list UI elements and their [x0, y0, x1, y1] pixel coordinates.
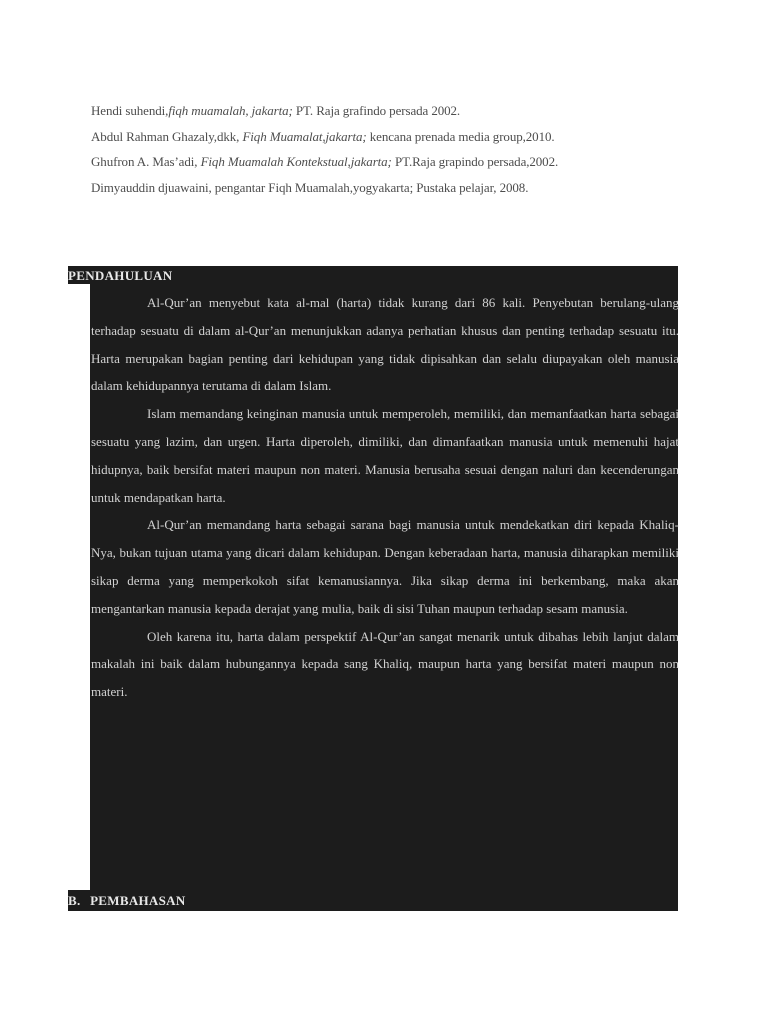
- reference-item: Ghufron A. Mas’adi, Fiqh Muamalah Kontekstual,jakarta; PT.Raja grapindo persada,2002.: [91, 154, 559, 169]
- paragraph: Al-Qur’an menyebut kata al-mal (harta) tidak kurang dari 86 kali. Penyebutan berulang-ulang terhadap sesuatu di dalam al-Qur’an menunjukkan adanya perhatian khusus dan penting terhadap sesuatu itu. Harta merupakan bagian penting dari kehidupan yang tidak dipisahkan dan selalu diupayakan oleh manusia dalam kehidupannya terutama di dalam Islam.: [91, 295, 679, 394]
- left-margin-strip: [68, 284, 90, 890]
- paragraph: Oleh karena itu, harta dalam perspektif Al-Qur’an sangat menarik untuk dibahas lebih lanjut dalam makalah ini baik dalam hubungannya kepada sang Khaliq, maupun harta yang bersifat materi maupun non materi.: [91, 628, 679, 700]
- reference-list: [91, 98, 691, 200]
- reference-item: Abdul Rahman Ghazaly,dkk, Fiqh Muamalat,jakarta; kencana prenada media group,2010.: [91, 128, 555, 144]
- paragraph: Al-Qur’an memandang harta sebagai sarana bagi manusia untuk mendekatkan diri kepada Khaliq-Nya, bukan tujuan utama yang dicari dalam kehidupan. Dengan keberadaan harta, manusia diharapkan memiliki sikap derma yang memperkokoh sifat kemanusiannya. Jika sikap derma ini berkembang, maka akan mengantarkan manusia kepada derajat yang mulia, baik di sisi Tuhan maupun terhadap sesam manusia.: [91, 517, 679, 616]
- reference-item: Dimyauddin djuawaini, pengantar Fiqh Muamalah,yogyakarta; Pustaka pelajar, 2008.: [91, 179, 529, 195]
- section-heading-pendahuluan: PENDAHULUAN: [68, 268, 173, 283]
- paragraph: Islam memandang keinginan manusia untuk memperoleh, memiliki, dan memanfaatkan harta sebagai sesuatu yang lazim, dan urgen. Harta diperoleh, dimiliki, dan dimanfaatkan manusia untuk memenuhi hajat hidupnya, baik bersifat materi maupun non materi. Manusia berusaha sesuai dengan naluri dan kecenderungan untuk mendapatkan harta.: [91, 406, 679, 505]
- section-heading-pembahasan: B. PEMBAHASAN: [68, 893, 186, 908]
- section-body: [91, 289, 679, 706]
- reference-item: Hendi suhendi,fiqh muamalah, jakarta; PT. Raja grafindo persada 2002.: [91, 103, 461, 118]
